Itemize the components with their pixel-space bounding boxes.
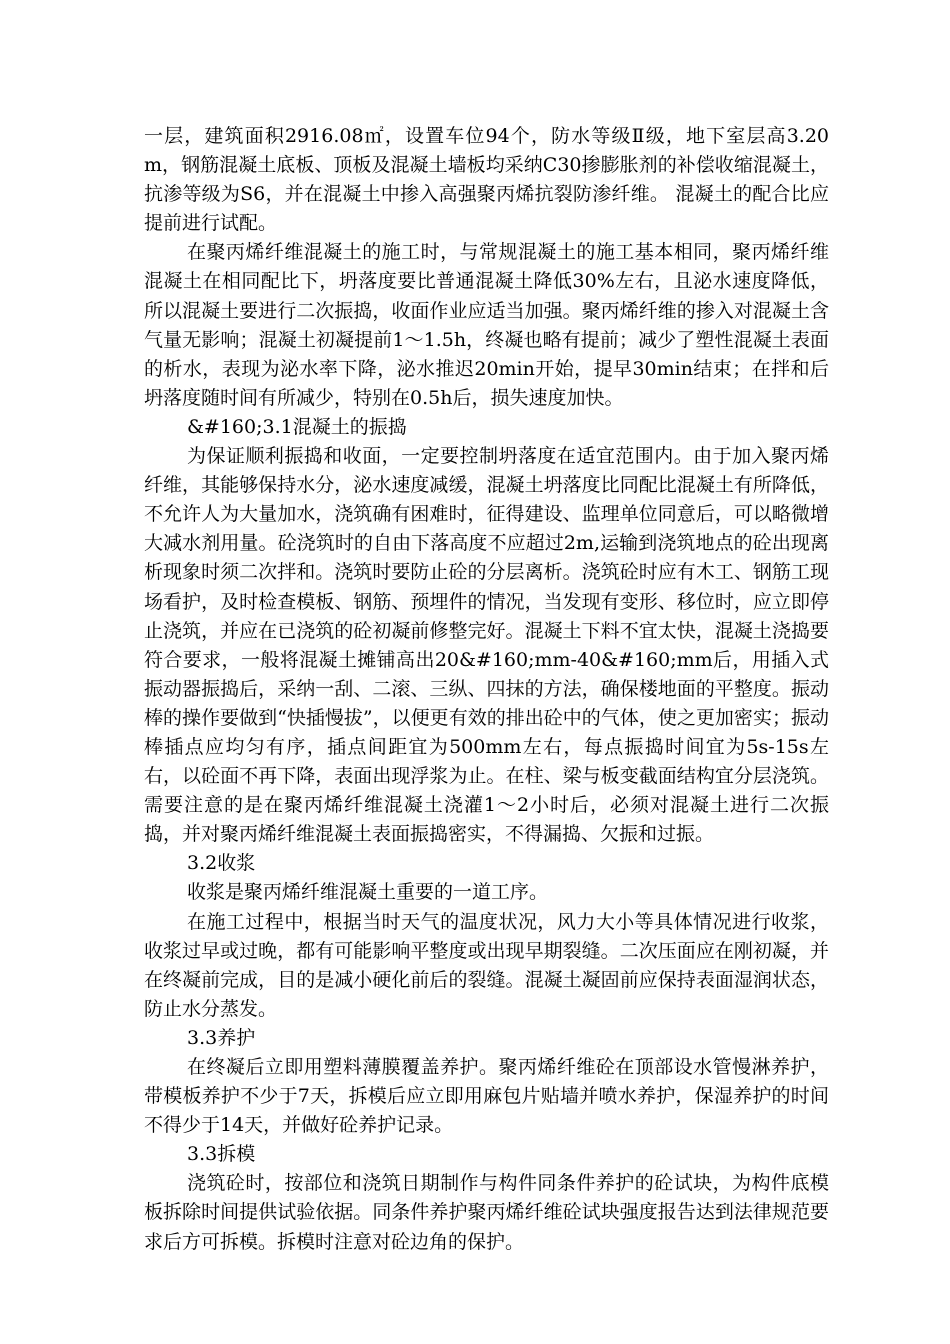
section-heading-curing: 3.3养护 — [187, 1026, 256, 1049]
section-heading-vibration: &#160;3.1混凝土的振捣 — [187, 415, 407, 438]
paragraph-fiber-concrete-construction: 在聚丙烯纤维混凝土的施工时，与常规混凝土的施工基本相同，聚丙烯纤维混凝土在相同配比下，坍落度要比普通混凝土降低30%左右，且泌水速度降低，所以混凝土要进行二次振捣，收面作业应适当加强。聚丙烯纤维的掺入对混凝土含气量无影响；混凝土初凝提前1～1.5h，终凝也略有提前；减少了塑性混凝土表面的析水，表现为泌水率下降，泌水推迟20min开始，提早30min结束；在拌和后坍落度随时间有所减少，特别在0.5h后，损失速度加快。 — [144, 241, 829, 409]
paragraph-curing: 在终凝后立即用塑料薄膜覆盖养护。聚丙烯纤维砼在顶部设水管慢淋养护，带模板养护不少于7天，拆模后应立即用麻包片贴墙并喷水养护，保湿养护的时间不得少于14天，并做好砼养护记录。 — [144, 1056, 829, 1137]
paragraph-vibration: 为保证顺利振捣和收面，一定要控制坍落度在适宜范围内。由于加入聚丙烯纤维，其能够保持水分，泌水速度减缓，混凝土坍落度比同配比混凝土有所降低，不允许人为大量加水，浇筑确有困难时，征得建设、监理单位同意后，可以略微增大减水剂用量。砼浇筑时的自由下落高度不应超过2m,运输到浇筑地点的砼出现离析现象时须二次拌和。浇筑时要防止砼的分层离析。浇筑砼时应有木工、钢筋工现场看护，及时检查模板、钢筋、预埋件的情况，当发现有变形、移位时，应立即停止浇筑，并应在已浇筑的砼初凝前修整完好。混凝土下料不宜太快，混凝土浇捣要符合要求，一般将混凝土摊铺高出20&#160;mm-40&#160;mm后，用插入式振动器振捣后，采纳一刮、二滚、三纵、四抹的方法，确保楼地面的平整度。振动棒的操作要做到“快插慢拔”，以便更有效的排出砼中的气体，使之更加密实；振动棒插点应均匀有序，插点间距宜为500mm左右，每点振捣时间宜为5s-15s左右，以砼面不再下降，表面出现浮浆为止。在柱、梁与板变截面结构宜分层浇筑。需要注意的是在聚丙烯纤维混凝土浇灌1～2小时后，必须对混凝土进行二次振捣，并对聚丙烯纤维混凝土表面振捣密实，不得漏捣、欠振和过振。 — [144, 445, 829, 846]
paragraph-formwork-removal: 浇筑砼时，按部位和浇筑日期制作与构件同条件养护的砼试块，为构件底模板拆除时间提供试验依据。同条件养护聚丙烯纤维砼试块强度报告达到法律规范要求后方可拆模。拆模时注意对砼边角的保护。 — [144, 1172, 829, 1253]
section-heading-slurry-collection: 3.2收浆 — [187, 852, 256, 875]
document-body — [144, 122, 829, 1257]
paragraph-slurry-process: 在施工过程中，根据当时天气的温度状况，风力大小等具体情况进行收浆，收浆过早或过晚，都有可能影响平整度或出现早期裂缝。二次压面应在刚初凝，并在终凝前完成，目的是减小硬化前后的裂缝。混凝土凝固前应保持表面湿润状态，防止水分蒸发。 — [144, 910, 829, 1020]
paragraph-project-overview: 一层，建筑面积2916.08㎡，设置车位94个，防水等级Ⅱ级，地下室层高3.20m，钢筋混凝土底板、顶板及混凝土墙板均采纳C30掺膨胀剂的补偿收缩混凝土，抗渗等级为S6，并在混凝土中掺入高强聚丙烯抗裂防渗纤维。 混凝土的配合比应提前进行试配。 — [144, 125, 829, 235]
section-heading-formwork-removal: 3.3拆模 — [187, 1143, 256, 1166]
paragraph-slurry-intro: 收浆是聚丙烯纤维混凝土重要的一道工序。 — [187, 881, 549, 904]
